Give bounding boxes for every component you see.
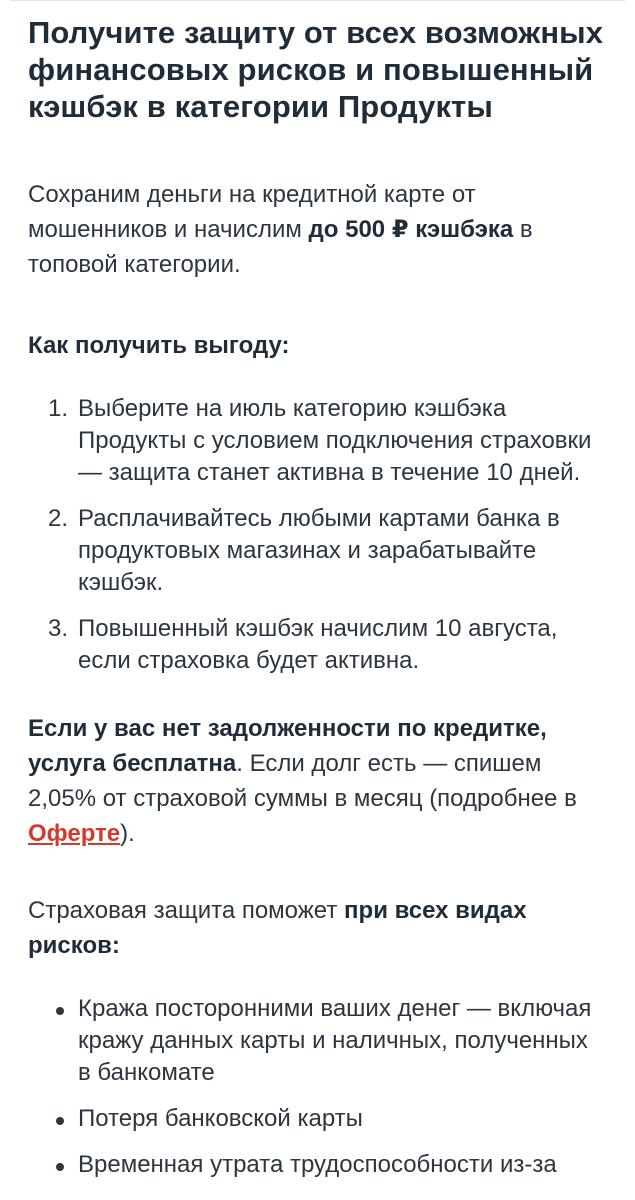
- intro-text-1: Сохраним деньги на кредитной карте от мошенников и начислим: [28, 181, 476, 243]
- risks-list: [28, 993, 607, 1181]
- debt-text-1: . Если долг есть — спишем 2,05% от страховой суммы в месяц (подробнее в: [28, 750, 577, 812]
- debt-text-2: ).: [120, 820, 135, 847]
- protection-text: Страховая защита поможет: [28, 897, 345, 924]
- top-divider: [10, 0, 625, 1]
- risk-text: Потеря банковской карты: [78, 1105, 363, 1132]
- list-item-risk: [78, 993, 607, 1089]
- list-item-risk: [78, 1103, 607, 1135]
- intro-text-2: в топовой категории.: [28, 216, 533, 278]
- list-item-risk: [78, 1149, 607, 1181]
- offer-link[interactable]: Оферте: [28, 820, 121, 847]
- list-item-step-3: [48, 613, 607, 677]
- step-number: 2.: [48, 505, 69, 532]
- how-to-get-title: Как получить выгоду:: [28, 332, 290, 359]
- list-item-step-1: [48, 393, 607, 489]
- intro-paragraph: [28, 177, 607, 282]
- debt-free-bold: Если у вас нет задолженности по кредитке, услуга бесплатна: [28, 715, 547, 777]
- protection-paragraph: [28, 893, 607, 963]
- page-title: Получите защиту от всех возможных финансовых рисков и повышенный кэшбэк в категории Продукты: [28, 15, 604, 124]
- risk-text: Временная утрата трудоспособности из-за: [78, 1151, 557, 1178]
- bullet-icon: [56, 1007, 64, 1015]
- step-text: Расплачивайтесь любыми картами банка в продуктовых магазинах и зарабатывайте кэшбэк.: [78, 505, 560, 596]
- risk-text: Кража посторонними ваших денег — включая кражу данных карты и наличных, полученных в банкомате: [78, 995, 592, 1086]
- protection-bold: при всех видах рисков:: [28, 897, 527, 959]
- bullet-icon: [56, 1117, 64, 1125]
- step-text: Повышенный кэшбэк начислим 10 августа, если страховка будет активна.: [78, 615, 558, 674]
- bullet-icon: [56, 1163, 64, 1171]
- step-number: 3.: [48, 615, 69, 642]
- debt-paragraph: [28, 711, 607, 851]
- intro-cashback-bold: до 500 ₽ кэшбэка: [308, 216, 514, 243]
- step-number: 1.: [48, 395, 69, 422]
- list-item-step-2: [48, 503, 607, 599]
- steps-list: [28, 393, 607, 677]
- step-text: Выберите на июль категорию кэшбэка Продукты с условием подключения страховки — защита станет активна в течение 10 дней.: [78, 395, 592, 486]
